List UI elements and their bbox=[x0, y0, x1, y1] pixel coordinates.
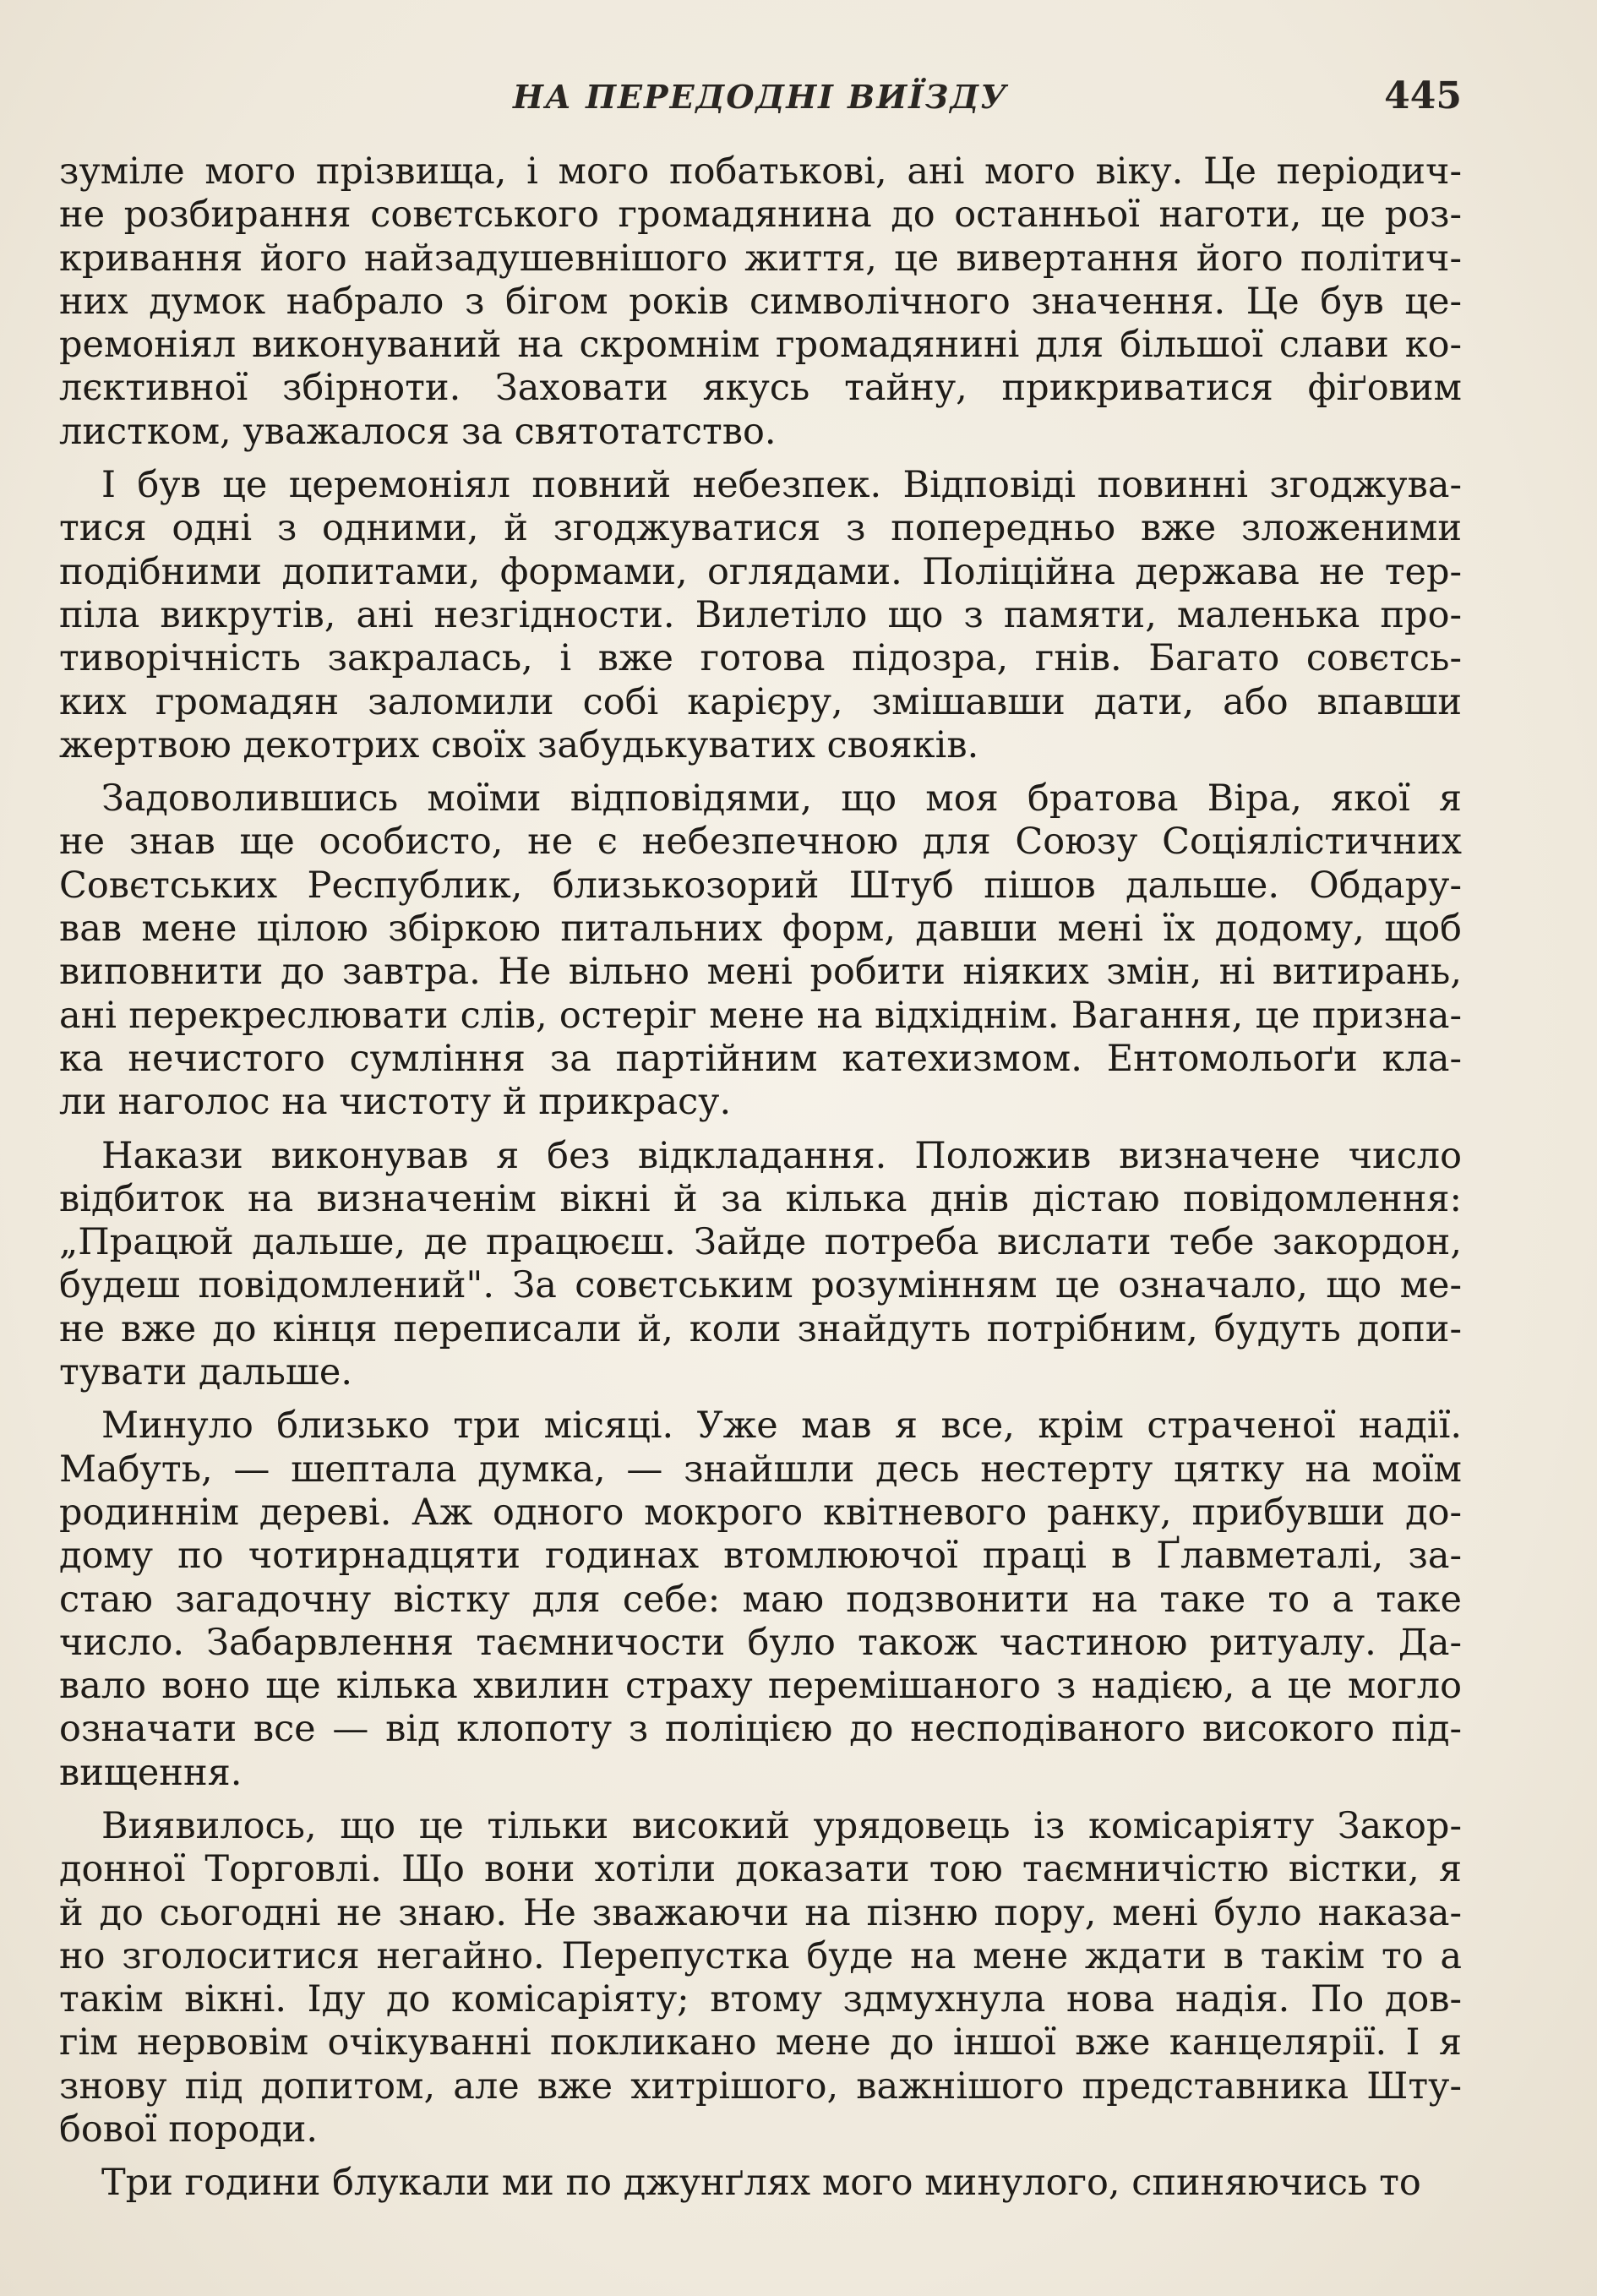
paragraph bbox=[59, 1135, 1462, 1395]
text-line: родиннім дереві. Аж одного мокрого квітневого ранку, прибувши до- bbox=[59, 1491, 1462, 1534]
page-header bbox=[59, 74, 1462, 128]
text-line: ремоніял виконуваний на скромнім громадянині для більшої слави ко- bbox=[59, 324, 1462, 367]
text-line: „Працюй дальше, де працюєш. Зайде потреба вислати тебе закордон, bbox=[59, 1221, 1462, 1264]
paragraph bbox=[59, 1404, 1462, 1795]
running-title: НА ПЕРЕДОДНІ ВИЇЗДУ bbox=[513, 78, 1008, 116]
text-line: донної Торговлі. Що вони хотіли доказати тою таємничістю вістки, я bbox=[59, 1848, 1462, 1891]
text-line: вав мене цілою збіркою питальних форм, давши мені їх додому, щоб bbox=[59, 908, 1462, 951]
text-line: подібними допитами, формами, оглядами. Поліційна держава не тер- bbox=[59, 550, 1462, 593]
text-line: й до сьогодні не знаю. Не зважаючи на пізню пору, мені було наказа- bbox=[59, 1891, 1462, 1934]
text-line: Три години блукали ми по джунґлях мого минулого, спиняючись то bbox=[101, 2162, 1421, 2205]
text-line: зуміле мого прізвища, і мого побатькові, ані мого віку. Це періодич- bbox=[59, 150, 1462, 193]
text-line: ка нечистого сумління за партійним катехизмом. Ентомольоґи кла- bbox=[59, 1037, 1462, 1080]
text-line: тиворічність закралась, і вже готова підозра, гнів. Багато совєтсь- bbox=[59, 637, 1462, 680]
text-line: ли наголос на чистоту й прикрасу. bbox=[59, 1081, 732, 1124]
text-line: но зголоситися негайно. Перепустка буде на мене ждати в такім то а bbox=[59, 1934, 1462, 1977]
paragraph bbox=[59, 777, 1462, 1124]
text-line: Виявилось, що це тільки високий урядовець із комісаріяту Закор- bbox=[101, 1804, 1462, 1847]
text-line: не розбирання совєтського громадянина до останньої наготи, це роз- bbox=[59, 194, 1462, 237]
text-line: не знав ще особисто, не є небезпечною для Союзу Соціялістичних bbox=[59, 821, 1462, 864]
text-line: них думок набрало з бігом років символічного значення. Це був це- bbox=[59, 280, 1462, 323]
text-line: такім вікні. Іду до комісаріяту; втому здмухнула нова надія. По дов- bbox=[59, 1978, 1462, 2021]
text-line: Мабуть, — шептала думка, — знайшли десь нестерту цятку на моїм bbox=[59, 1448, 1462, 1491]
text-line: Задоволившись моїми відповідями, що моя братова Віра, якої я bbox=[101, 777, 1462, 821]
text-line: дому по чотирнадцяти годинах втомлюючої праці в Ґлавметалі, за- bbox=[59, 1535, 1462, 1578]
text-line: Минуло близько три місяці. Уже мав я все, крім страченої надії. bbox=[101, 1404, 1462, 1448]
text-line: жертвою декотрих своїх забудькуватих свояків. bbox=[59, 723, 979, 766]
text-line: виповнити до завтра. Не вільно мені робити ніяких змін, ні витирань, bbox=[59, 951, 1462, 994]
text-line: тувати дальше. bbox=[59, 1351, 352, 1394]
text-line: ких громадян заломили собі карієру, змішавши дати, або впавши bbox=[59, 680, 1462, 723]
paragraph bbox=[59, 464, 1462, 767]
text-line: Накази виконував я без відкладання. Положив визначене число bbox=[101, 1134, 1462, 1177]
text-line: вищення. bbox=[59, 1751, 243, 1794]
page-number: 445 bbox=[1384, 74, 1462, 117]
text-line: стаю загадочну вістку для себе: маю подзвонити на таке то а таке bbox=[59, 1578, 1462, 1621]
text-line: листком, уважалося за святотатство. bbox=[59, 410, 777, 453]
text-line: ані перекреслювати слів, остеріг мене на відхіднім. Вагання, це призна- bbox=[59, 994, 1462, 1037]
text-line: будеш повідомлений". За совєтським розумінням це означало, що ме- bbox=[59, 1264, 1462, 1307]
text-line: бової породи. bbox=[59, 2108, 319, 2151]
text-line: кривання його найзадушевнішого життя, це вивертання його політич- bbox=[59, 237, 1462, 280]
text-line: не вже до кінця переписали й, коли знайдуть потрібним, будуть допи- bbox=[59, 1307, 1462, 1350]
text-line: тися одні з одними, й згоджуватися з попередньо вже зложеними bbox=[59, 507, 1462, 550]
text-line: число. Забарвлення таємничости було також частиною ритуалу. Да- bbox=[59, 1621, 1462, 1664]
text-line: Совєтських Республик, близькозорий Штуб пішов дальше. Обдару- bbox=[59, 864, 1462, 907]
paragraph bbox=[59, 150, 1462, 454]
text-line: лєктивної збірноти. Заховати якусь тайну, прикриватися фіґовим bbox=[59, 367, 1462, 410]
text-line: знову під допитом, але вже хитрішого, важнішого представника Шту- bbox=[59, 2064, 1462, 2108]
text-line: вало воно ще кілька хвилин страху перемішаного з надією, а це могло bbox=[59, 1665, 1462, 1708]
text-line: піла викрутів, ані незгідности. Вилетіло що з памяти, маленька про- bbox=[59, 593, 1462, 636]
paragraph bbox=[59, 2162, 1462, 2205]
text-line: відбиток на визначенім вікні й за кілька днів дістаю повідомлення: bbox=[59, 1177, 1462, 1220]
text-line: гім нервовім очікуванні покликано мене до іншої вже канцелярії. І я bbox=[59, 2021, 1462, 2064]
text-line: І був це церемоніял повний небезпек. Відповіді повинні згоджува- bbox=[101, 464, 1462, 507]
body-text bbox=[59, 150, 1462, 2216]
text-line: означати все — від клопоту з поліцією до несподіваного високого під- bbox=[59, 1708, 1462, 1751]
paragraph bbox=[59, 1805, 1462, 2151]
